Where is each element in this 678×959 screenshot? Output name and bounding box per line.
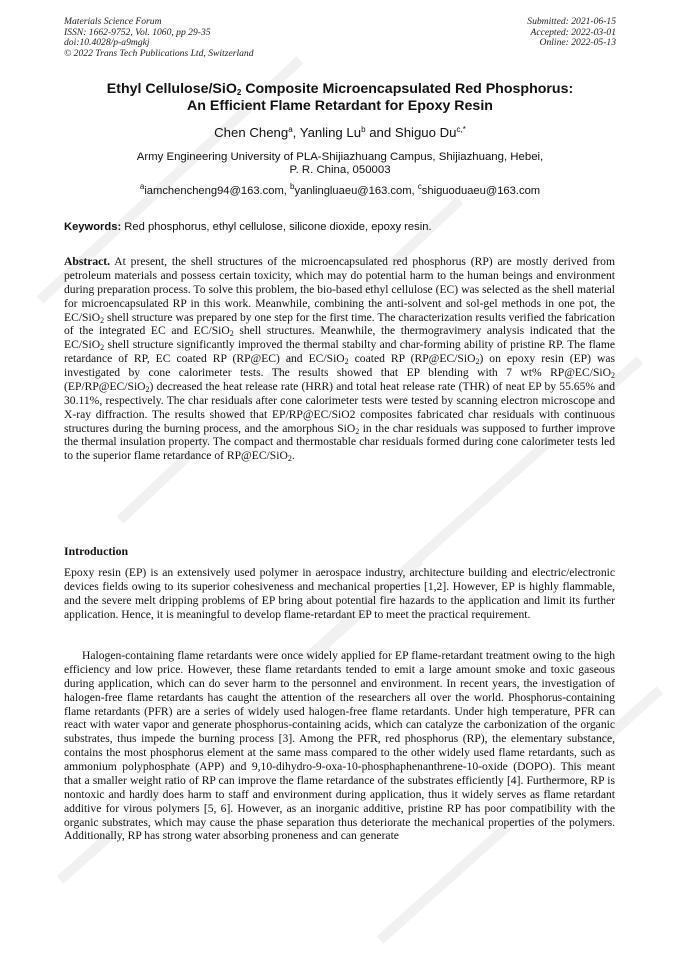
abstract-text: ) on epoxy resin (EP) was investigated by cone calorimeter tests. The results showed that EP blending with 7 wt% RP@EC/SiO [64,352,616,379]
introduction-paragraph-1: Epoxy resin (EP) is an extensively used polymer in aerospace industry, architecture building and electric/electronic devices fields owing to its superior cohesiveness and mechanical properties [1,2]. However, EP is highly flammable, and the severe melt dripping problems of EP bring about potential fire hazards to the application and limit its further application. Hence, it is meaningful to develop flame-retardant EP to meet the practical requirement. [64,566,615,621]
subscript: 2 [100,315,105,325]
abstract-text: shell structure was prepared by one step for the first time. The characterization results verified the fabrication of the integrated EC and EC/SiO [64,310,615,338]
abstract-text: in the char residuals was supposed to further improve the thermal insulation property. The compact and thermostable char residuals formed during cone calorimeter tests led to the superior flame retardance of RP@EC/SiO [64,421,615,463]
journal-copyright: © 2022 Trans Tech Publications Ltd, Switzerland [64,47,254,59]
abstract-text: shell structures. Meanwhile, the thermogravimery analysis indicated that the EC/SiO [64,324,615,352]
subscript: 2 [287,454,292,464]
author-separator: , [292,125,300,140]
author-name: Shiguo Du [394,125,457,140]
subscript: 2 [611,371,615,380]
subscript: 2 [475,357,480,367]
paper-title [64,81,616,115]
email-address: shiguoduaeu@163.com [421,185,541,197]
author-emails [64,182,616,198]
journal-doi: doi:10.4028/p-a9mgkj [64,37,150,49]
title-line-2: An Efficient Flame Retardant for Epoxy Resin [187,98,493,114]
author-affiliation-mark: b [361,125,366,134]
publication-dates [356,17,616,49]
author-list [64,125,616,141]
subscript: 2 [100,343,105,353]
abstract-text: coated RP (RP@EC/SiO [348,352,476,366]
author-affiliation-mark: a [288,125,293,134]
abstract-text: shell structure significantly improved the thermal stabilty and char-forming ability of pristine RP. The flame retardance of RP, EC coated RP (RP@EC) and EC/SiO [64,338,615,366]
author-affiliation-mark: c,* [456,125,466,134]
subscript: 2 [344,357,349,367]
journal-name: Materials Science Forum [64,16,162,27]
title-line-1 [64,81,616,98]
affiliation [64,151,616,178]
affiliation-line: P. R. China, 050003 [289,164,391,177]
submitted-date: Submitted: 2021-06-15 [527,16,616,27]
accepted-date: Accepted: 2022-03-01 [530,26,616,38]
email-address: iamchencheng94@163.com, [144,185,291,197]
keywords [64,221,616,234]
email-address: yanlingluaeu@163.com, [294,185,418,197]
email-mark: b [290,182,295,191]
keywords-label: Keywords: [64,221,122,233]
introduction-paragraph-2: Halogen-containing flame retardants were once widely applied for EP flame-retardant treatment owing to the high efficiency and low price. However, these flame retardants tended to emit a large amount smoke and toxic gaseous during application, which can do sever harm to the personnel and environment. In recent years, the investigation of halogen-free flame retardants has caught the attention of the researchers all over the world. Phosphorus-containing flame retardants (PFR) are a series of widely used halogen-free flame retardants. Under high temperature, PFR can react with water vapor and generate phosphorus-containing acids, which can catalyze the carbonization of the organic substrates, thus impede the burning process [3]. Among the PFR, red phosphorus (RP), the elementary substance, contains the most phosphorus element at the same mass compared to the other widely used flame retardants, such as ammonium polyphosphate (APP) and 9,10-dihydro-9-oxa-10-phosphaphenanthrene-10-oxide (DOPO). This meant that a smaller weight ratio of RP can improve the flame retardance of the substrates efficiently [4]. Furthermore, RP is nontoxic and hardly does harm to staff and environment during application, thus it widely serves as flame retardant additive for virous polymers [5, 6]. However, as an inorganic additive, pristine RP has poor compatibility with the organic substrates, which may cause the phase separation thus deteriorate the mechanical properties of the polymers. Additionally, RP has strong water absorbing proneness and can generate [64,649,615,843]
abstract-text: . [291,449,295,463]
abstract-text: At present, the shell structures of the microencapsulated red phosphorus (RP) are mostly derived from petroleum materials and possess certain toxicity, which may do potential harm to the human beings and environment during preparation process. To solve this problem, the bio-based ethyl cellulose (EC) was selected as the shell material for microencapsulated RP in this work. Meanwhile, combining the anti-solvent and sol-gel methods in one pot, the EC/SiO [64,255,615,324]
author-name: Chen Cheng [214,125,289,140]
subscript: 2 [229,329,234,339]
title-text: Ethyl Cellulose/SiO [106,81,237,97]
subscript: 2 [236,88,242,97]
abstract [64,255,615,463]
affiliation-line: Army Engineering University of PLA-Shijiazhuang Campus, Shijiazhuang, Hebei, [136,151,544,163]
section-heading-introduction: Introduction [64,544,129,558]
abstract-label: Abstract. [64,255,111,268]
keywords-text: Red phosphorus, ethyl cellulose, silicone dioxide, epoxy resin. [121,221,432,233]
author-separator: and [365,125,395,140]
abstract-text: ) decreased the heat release rate (HRR) and total heat release rate (THR) of neat EP by 55.65% and 30.11%, respectively. The char residuals after cone calorimeter tests were tested by scanning electron microscope and X-ray diffraction. The results showed that EP/RP@EC/SiO2 composites fabricated char residuals with continuous structures during the burning process, and the amorphous SiO [64,379,615,435]
journal-info [64,17,364,59]
subscript: 2 [355,426,360,436]
journal-issn: ISSN: 1662-9752, Vol. 1060, pp 29-35 [64,26,211,38]
subscript: 2 [145,384,150,394]
author-name: Yanling Lu [299,125,362,140]
online-date: Online: 2022-05-13 [539,37,616,49]
email-mark: a [139,182,145,191]
email-mark: c [417,182,422,191]
abstract-text: (EP/RP@EC/SiO [64,379,146,393]
title-text: Composite Microencapsulated Red Phosphorus: [241,81,574,97]
